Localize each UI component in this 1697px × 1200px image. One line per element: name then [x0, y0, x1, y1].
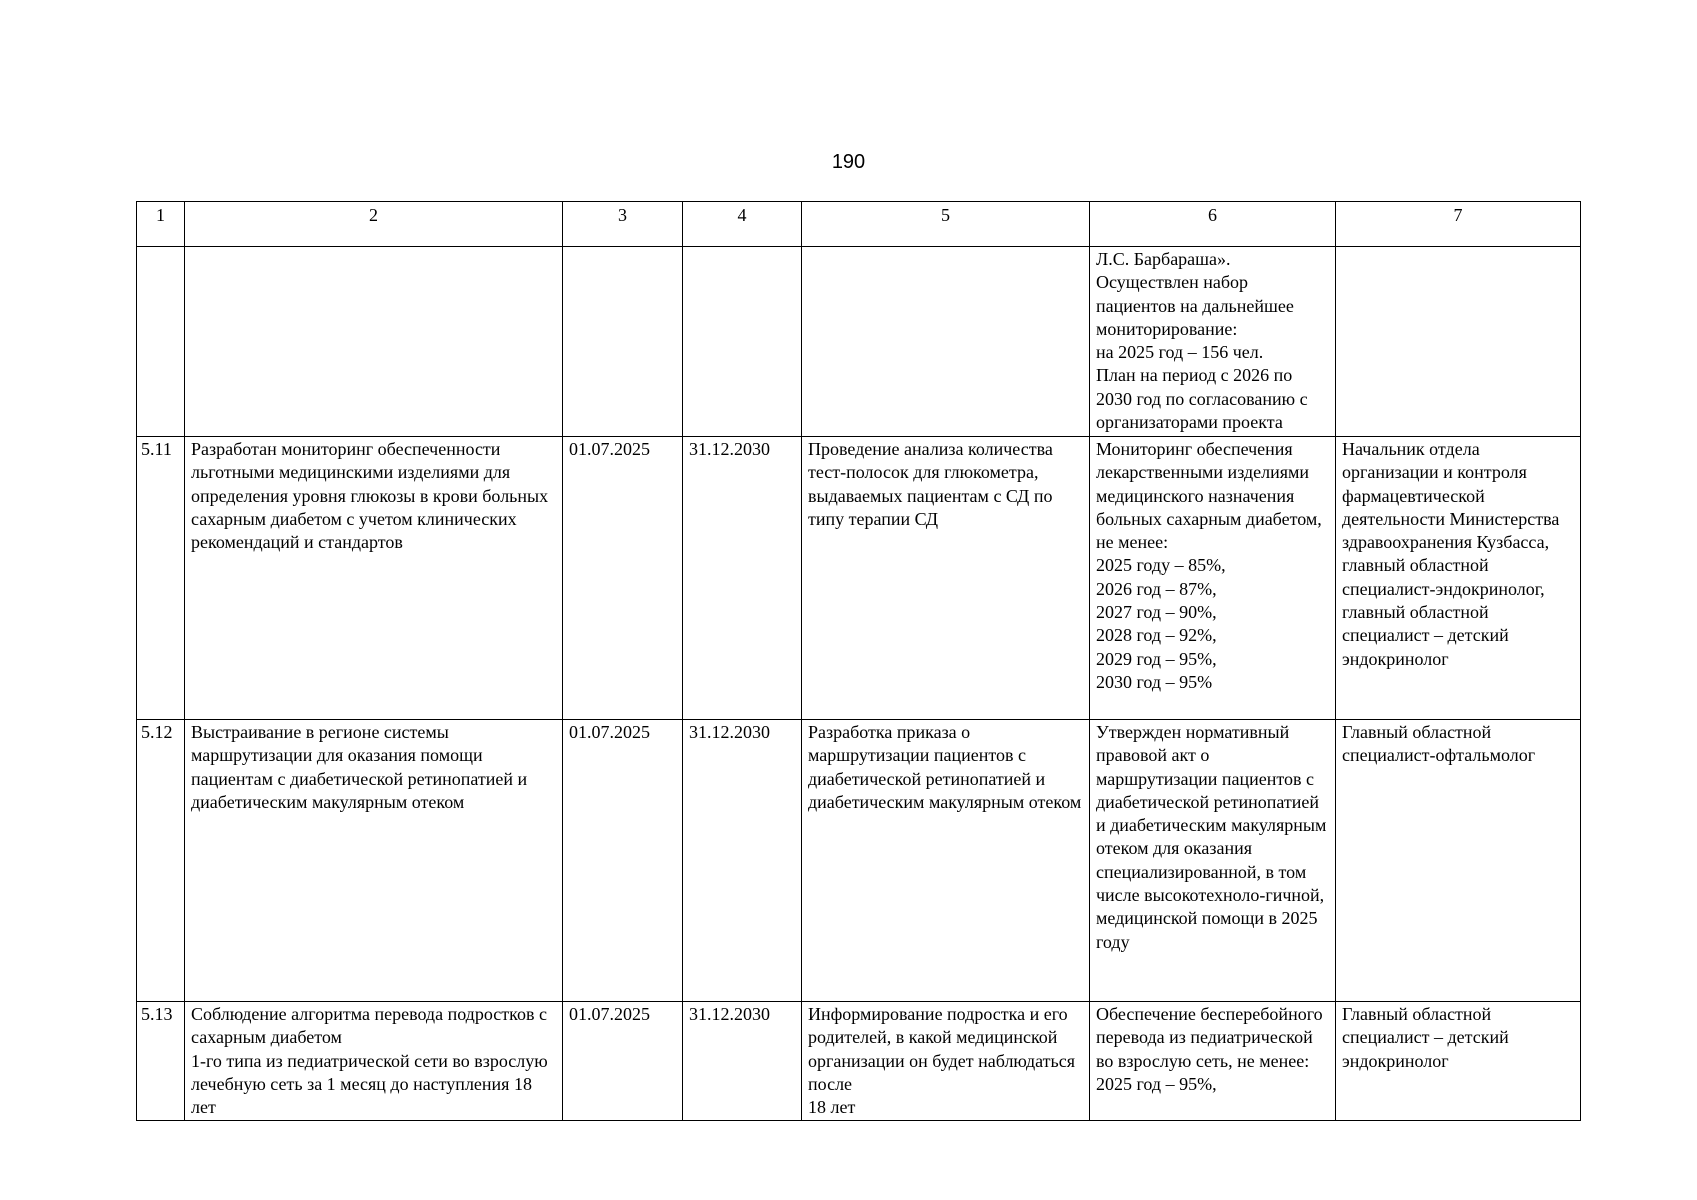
- row-number-cell: [137, 247, 185, 437]
- result-cell: Л.С. Барбараша». Осуществлен набор пациентов на дальнейшее мониторирование: на 2025 год – 156 чел. План на период с 2026 по 2030 год по согласованию с организаторами проекта: [1090, 247, 1336, 437]
- description-cell: Информирование подростка и его родителей, в какой медицинской организации он будет наблюдаться после 18 лет: [802, 1002, 1090, 1121]
- column-number-header: 3: [563, 202, 683, 247]
- column-number-header: 4: [683, 202, 802, 247]
- description-cell: Разработка приказа о маршрутизации пациентов с диабетической ретинопатией и диабетическим макулярным отеком: [802, 720, 1090, 1002]
- description-cell: [802, 247, 1090, 437]
- start-date-cell: [563, 247, 683, 437]
- column-number-header: 2: [185, 202, 563, 247]
- activity-cell: Разработан мониторинг обеспеченности льготными медицинскими изделиями для определения уровня глюкозы в крови больных сахарным диабетом с учетом клинических рекомендаций и стандартов: [185, 437, 563, 720]
- responsible-cell: Начальник отдела организации и контроля фармацевтической деятельности Министерства здравоохранения Кузбасса, главный областной специалист-эндокринолог, главный областной специалист – детский эндокринолог: [1336, 437, 1581, 720]
- result-cell: Обеспечение бесперебойного перевода из педиатрической во взрослую сеть, не менее: 2025 год – 95%,: [1090, 1002, 1336, 1121]
- activity-cell: Соблюдение алгоритма перевода подростков с сахарным диабетом 1-го типа из педиатрической сети во взрослую лечебную сеть за 1 месяц до наступления 18 лет: [185, 1002, 563, 1121]
- table-row: [137, 720, 1581, 1002]
- table-row: [137, 247, 1581, 437]
- table-row: [137, 1002, 1581, 1121]
- start-date-cell: 01.07.2025: [563, 1002, 683, 1121]
- table-row: [137, 437, 1581, 720]
- end-date-cell: 31.12.2030: [683, 720, 802, 1002]
- row-number-cell: 5.11: [137, 437, 185, 720]
- responsible-cell: [1336, 247, 1581, 437]
- responsible-cell: Главный областной специалист – детский эндокринолог: [1336, 1002, 1581, 1121]
- row-number-cell: 5.12: [137, 720, 185, 1002]
- column-number-header: 6: [1090, 202, 1336, 247]
- activity-cell: [185, 247, 563, 437]
- plan-table: [136, 201, 1581, 1121]
- start-date-cell: 01.07.2025: [563, 437, 683, 720]
- column-number-header: 7: [1336, 202, 1581, 247]
- end-date-cell: 31.12.2030: [683, 437, 802, 720]
- end-date-cell: [683, 247, 802, 437]
- column-number-header: 5: [802, 202, 1090, 247]
- page-number: 190: [831, 151, 866, 173]
- column-number-header: 1: [137, 202, 185, 247]
- start-date-cell: 01.07.2025: [563, 720, 683, 1002]
- result-cell: Утвержден нормативный правовой акт о маршрутизации пациентов с диабетической ретинопатией и диабетическим макулярным отеком для оказания специализированной, в том числе высокотехноло-гичной, медицинской помощи в 2025 году: [1090, 720, 1336, 1002]
- end-date-cell: 31.12.2030: [683, 1002, 802, 1121]
- table-header-row: [137, 202, 1581, 247]
- row-number-cell: 5.13: [137, 1002, 185, 1121]
- activity-cell: Выстраивание в регионе системы маршрутизации для оказания помощи пациентам с диабетической ретинопатией и диабетическим макулярным отеком: [185, 720, 563, 1002]
- responsible-cell: Главный областной специалист-офтальмолог: [1336, 720, 1581, 1002]
- result-cell: Мониторинг обеспечения лекарственными изделиями медицинского назначения больных сахарным диабетом, не менее: 2025 году – 85%, 2026 год – 87%, 2027 год – 90%, 2028 год – 92%, 2029 год – 95%, 2030 год – 95%: [1090, 437, 1336, 720]
- description-cell: Проведение анализа количества тест-полосок для глюкометра, выдаваемых пациентам с СД по типу терапии СД: [802, 437, 1090, 720]
